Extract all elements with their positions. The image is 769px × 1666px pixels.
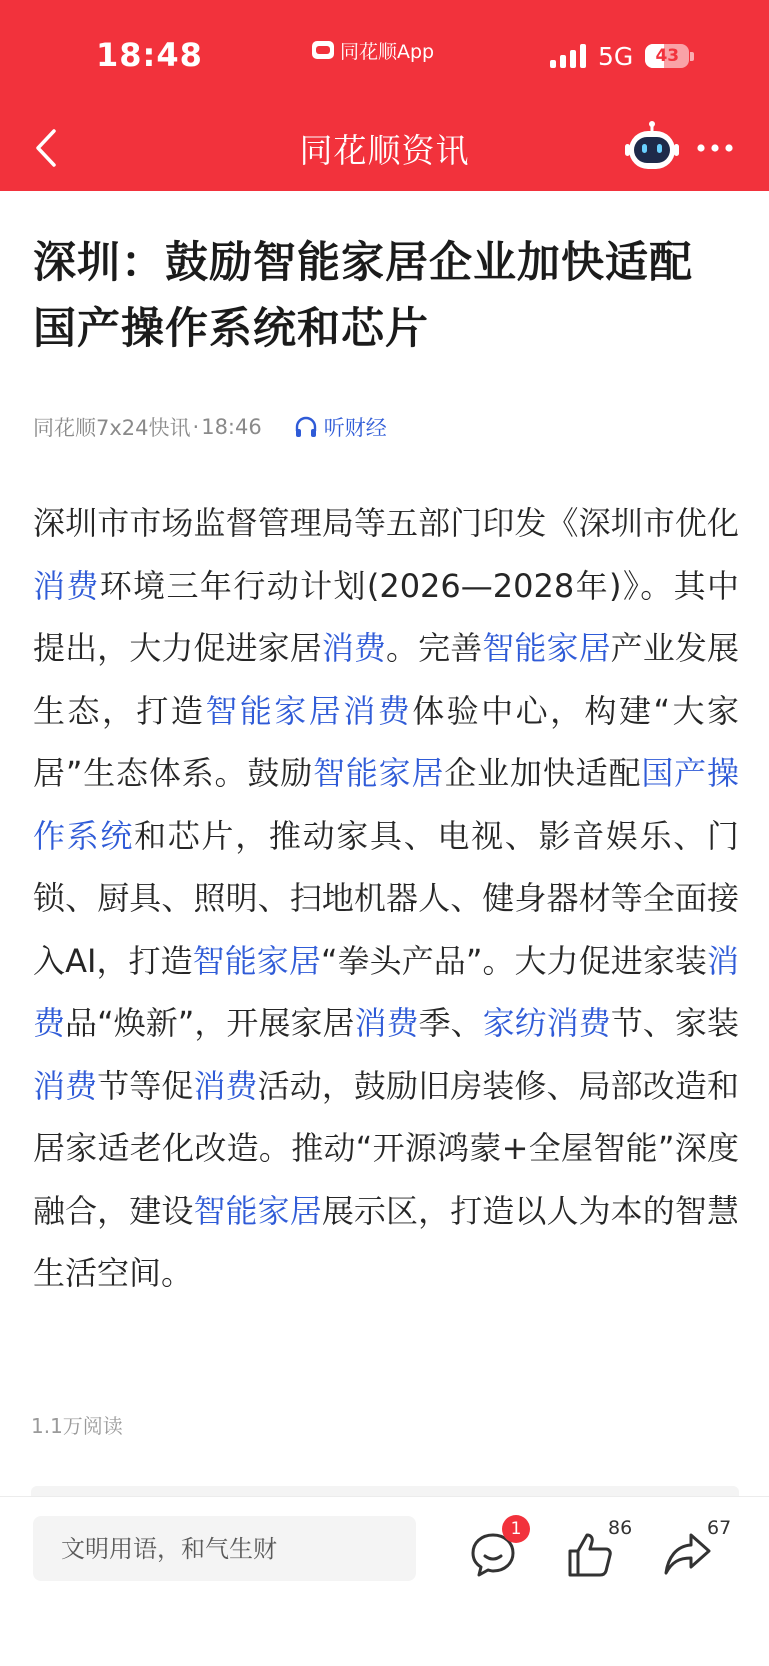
- article-header: [33, 230, 738, 362]
- keyword-link[interactable]: 智能家居: [482, 629, 611, 667]
- body-text-run: 环境三年行动计划(2026—2028年)》。其中提出，大力促进家居: [33, 566, 739, 667]
- thumbs-up-icon: [566, 1531, 614, 1579]
- headphones-icon: [294, 415, 318, 439]
- listen-label: 听财经: [323, 416, 387, 440]
- signal-icon: [550, 44, 586, 68]
- body-text-run: 节、家装: [610, 1004, 739, 1042]
- keyword-link[interactable]: 智能家居消费: [205, 691, 413, 730]
- listen-button[interactable]: [294, 412, 387, 442]
- status-app-indicator: [312, 36, 434, 64]
- share-count: 67: [707, 1517, 732, 1539]
- keyword-link[interactable]: 消费: [33, 1066, 98, 1105]
- meta-separator: ·: [192, 415, 200, 439]
- keyword-link[interactable]: 消费: [193, 1066, 258, 1105]
- bottom-action-bar: [0, 1496, 769, 1666]
- battery-text: 43: [655, 46, 680, 66]
- keyword-link[interactable]: 消费: [321, 629, 387, 667]
- keyword-link[interactable]: 消费: [354, 1004, 419, 1042]
- page-title: 同花顺资讯: [299, 131, 470, 170]
- keyword-link[interactable]: 家纺消费: [482, 1004, 611, 1042]
- like-count: 86: [608, 1517, 633, 1539]
- comment-count-badge: 1: [502, 1515, 530, 1543]
- article-title-line2: 国产操作系统和芯片: [33, 304, 429, 354]
- battery-icon: [645, 44, 694, 68]
- body-text-run: 企业加快适配: [444, 754, 642, 792]
- body-text-run: 季、: [418, 1004, 483, 1042]
- more-dots-icon: [693, 128, 737, 168]
- like-button[interactable]: [566, 1517, 646, 1581]
- body-text-run: 体验中心，构建“大家居”生态体系。鼓励: [33, 691, 739, 792]
- body-text-run: “拳头产品”。大力促进家装: [320, 941, 707, 980]
- body-text-run: 展示区，打造以人为本的智慧生活空间。: [33, 1191, 739, 1292]
- read-count: 1.1万阅读: [31, 1414, 123, 1438]
- article-meta: [33, 412, 387, 442]
- article-body: [33, 492, 739, 1305]
- status-time: 18:48: [96, 36, 203, 74]
- article-title-line1: 深圳：鼓励智能家居企业加快适配: [33, 238, 693, 288]
- article-title: [33, 230, 738, 362]
- keyword-link[interactable]: 智能家居: [313, 754, 445, 792]
- keyword-link[interactable]: 消费: [33, 941, 739, 1042]
- app-header: [0, 0, 769, 191]
- network-type: 5G: [598, 41, 634, 71]
- body-text-run: 深圳市市场监督管理局等五部门印发《深圳市优化: [33, 504, 739, 542]
- app-logo-icon: [312, 41, 334, 59]
- body-text-run: 品“焕新”，开展家居: [65, 1004, 355, 1042]
- article-source: 同花顺7x24快讯: [33, 416, 191, 440]
- more-button[interactable]: [693, 128, 737, 168]
- keyword-link[interactable]: 智能家居: [192, 941, 321, 980]
- keyword-link[interactable]: 消费: [33, 566, 100, 605]
- status-indicators: [550, 38, 694, 74]
- ai-assistant-button[interactable]: [623, 120, 681, 174]
- keyword-link[interactable]: 国产操作系统: [33, 754, 739, 855]
- robot-assistant-icon: [623, 120, 681, 174]
- body-text-run: 活动，鼓励旧房装修、局部改造和居家适老化改造。推动“开源鸿蒙+全屋智能”深度融合，建设: [33, 1066, 739, 1230]
- body-text-run: 。完善: [386, 629, 483, 667]
- body-text-run: 产业发展生态，打造: [33, 629, 739, 730]
- article-time: 18:46: [201, 415, 262, 439]
- comment-input[interactable]: [33, 1516, 416, 1581]
- share-arrow-icon: [663, 1531, 713, 1579]
- body-text-run: 节等促: [97, 1066, 194, 1105]
- body-text-run: 和芯片，推动家具、电视、影音娱乐、门锁、厨具、照明、扫地机器人、健身器材等全面接入AI，打造: [33, 816, 739, 980]
- keyword-link[interactable]: 智能家居: [193, 1191, 322, 1230]
- comment-button[interactable]: [468, 1517, 532, 1581]
- status-app-name: 同花顺App: [340, 40, 435, 63]
- share-button[interactable]: [663, 1517, 747, 1581]
